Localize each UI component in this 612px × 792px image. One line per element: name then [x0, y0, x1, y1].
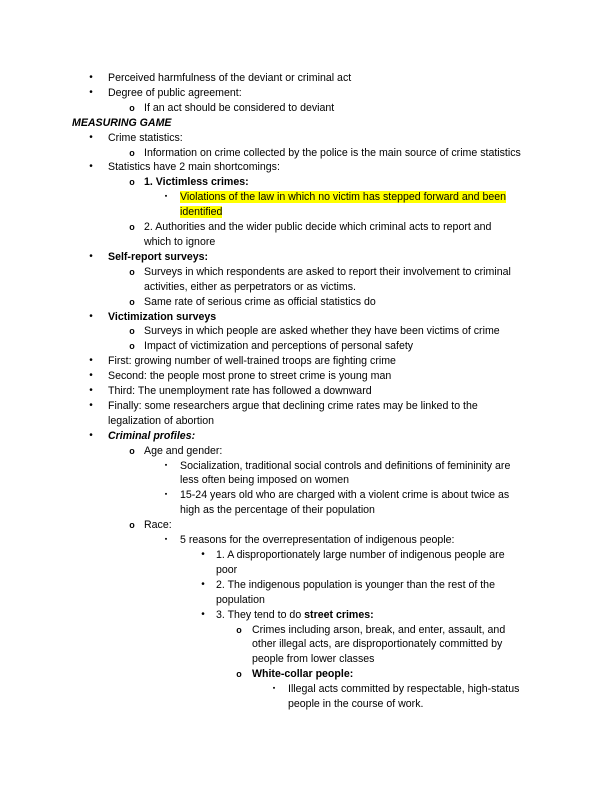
bullet-marker: •	[89, 131, 93, 143]
list-item	[72, 548, 547, 563]
circle-marker: o	[129, 341, 135, 352]
circle-marker: o	[236, 624, 242, 635]
list-item-text: 1. A disproportionately large number of indigenous people are	[216, 549, 505, 561]
bullet-marker: •	[89, 310, 93, 322]
list-item	[72, 608, 547, 623]
list-item	[72, 459, 547, 474]
list-item-continuation: activities, either as perpetrators or as victims.	[144, 280, 356, 293]
list-item-text: Degree of public agreement:	[108, 86, 242, 99]
square-marker: ▪	[164, 491, 168, 499]
list-item-text: Statistics have 2 main shortcomings:	[108, 161, 280, 174]
circle-marker: o	[129, 147, 135, 158]
list-item-continuation: people in the course of work.	[288, 698, 424, 711]
list-item-continuation: population	[216, 593, 265, 606]
list-item	[72, 578, 547, 593]
list-item	[72, 354, 547, 369]
list-item	[72, 488, 547, 503]
list-item-bold-text: street crimes:	[304, 608, 374, 621]
list-item-text: Self-report surveys:	[108, 250, 209, 263]
bullet-marker: •	[201, 578, 205, 590]
bullet-marker: •	[89, 161, 93, 173]
circle-marker: o	[129, 520, 135, 531]
list-item-text: Criminal profiles:	[108, 429, 196, 442]
list-item	[72, 324, 547, 339]
list-item	[72, 250, 547, 265]
list-item-text: 5 reasons for the overrepresentation of indigenous people:	[180, 534, 455, 547]
list-item-continuation	[72, 205, 547, 220]
bullet-marker: •	[89, 370, 93, 382]
circle-marker: o	[129, 445, 135, 456]
notes-outline	[72, 71, 547, 712]
bullet-marker: •	[201, 608, 205, 620]
bullet-marker: •	[89, 355, 93, 367]
list-item	[72, 384, 547, 399]
list-item-text: Impact of victimization and perceptions of personal safety	[144, 340, 414, 353]
bullet-marker: •	[89, 385, 93, 397]
list-item	[72, 429, 547, 444]
list-item	[72, 86, 547, 101]
list-item-continuation: less often being imposed on women	[180, 474, 350, 487]
bullet-marker: •	[89, 429, 93, 441]
list-item	[72, 160, 547, 175]
list-item-text: Surveys in which people are asked whether they have been victims of crime	[144, 325, 500, 338]
list-item	[72, 369, 547, 384]
list-item	[72, 533, 547, 548]
list-item-text: Race:	[144, 519, 172, 532]
bullet-marker: •	[89, 399, 93, 411]
list-item-continuation: people from lower classes	[252, 653, 375, 666]
list-item-continuation: poor	[216, 563, 238, 576]
bullet-marker: •	[89, 72, 93, 83]
bullet-marker: •	[89, 250, 93, 262]
list-item-text: Finally: some researchers argue that declining crime rates may be linked to the	[108, 399, 478, 412]
list-item	[72, 71, 547, 86]
list-item-continuation: legalization of abortion	[108, 414, 215, 427]
list-item	[72, 131, 547, 146]
list-item-continuation: other illegal acts, are disproportionately committed by	[252, 638, 503, 651]
list-item-text: 2. The indigenous population is younger than the rest of the	[216, 578, 495, 591]
list-item-text: First: growing number of well-trained troops are fighting crime	[108, 355, 396, 368]
list-item-continuation: high as the percentage of their population	[180, 504, 375, 517]
list-item-text: Victimization surveys	[108, 310, 217, 323]
list-item-text: Same rate of serious crime as official statistics do	[144, 295, 376, 308]
list-item-text: Surveys in which respondents are asked to report their involvement to criminal	[144, 265, 511, 278]
list-item-text: 15-24 years old who are charged with a violent crime is about twice as	[180, 489, 510, 502]
square-marker: ▪	[164, 461, 168, 469]
list-item-text: Crime statistics:	[108, 131, 183, 144]
list-item	[72, 518, 547, 533]
list-item	[72, 667, 547, 682]
list-item-text: Age and gender:	[144, 444, 223, 457]
list-item-text: Second: the people most prone to street crime is young man	[108, 370, 392, 383]
section-heading: MEASURING GAME	[72, 116, 172, 129]
list-item	[72, 220, 547, 235]
list-item-text: Socialization, traditional social controls and definitions of femininity are	[180, 459, 511, 472]
list-item-text: Information on crime collected by the police is the main source of crime statistics	[144, 146, 521, 159]
circle-marker: o	[129, 326, 135, 337]
circle-marker: o	[129, 266, 135, 277]
list-item	[72, 399, 547, 414]
list-item-text: Perceived harmfulness of the deviant or criminal act	[108, 72, 352, 84]
list-item	[72, 190, 547, 205]
list-item	[72, 339, 547, 354]
list-item-text: Third: The unemployment rate has followed a downward	[108, 385, 372, 398]
list-item	[72, 623, 547, 638]
list-item-text: White-collar people:	[252, 668, 354, 681]
bullet-marker: •	[201, 549, 205, 560]
list-item	[72, 146, 547, 161]
list-item	[72, 444, 547, 459]
list-item	[72, 101, 547, 116]
highlighted-text: identified	[180, 206, 223, 219]
circle-marker: o	[236, 669, 242, 680]
bullet-marker: •	[89, 86, 93, 98]
list-item	[72, 682, 547, 697]
list-item	[72, 295, 547, 310]
list-item-text: Crimes including arson, break, and enter, assault, and	[252, 623, 506, 636]
list-item	[72, 265, 547, 280]
circle-marker: o	[129, 296, 135, 307]
square-marker: ▪	[164, 193, 168, 201]
list-item	[72, 175, 547, 190]
list-item	[72, 310, 547, 325]
square-marker: ▪	[164, 536, 168, 544]
square-marker: ▪	[272, 685, 276, 693]
highlighted-text: Violations of the law in which no victim has stepped forward and been	[180, 191, 507, 204]
circle-marker: o	[129, 177, 135, 188]
list-item-text: Illegal acts committed by respectable, high-status	[288, 683, 520, 696]
list-item-continuation: which to ignore	[144, 235, 216, 248]
list-item-text: If an act should be considered to deviant	[144, 101, 335, 114]
circle-marker: o	[129, 102, 135, 113]
list-item-text: 3. They tend to do	[216, 608, 305, 621]
list-item-text: 2. Authorities and the wider public decide which criminal acts to report and	[144, 221, 492, 234]
circle-marker: o	[129, 222, 135, 233]
list-item-text: 1. Victimless crimes:	[144, 176, 249, 189]
